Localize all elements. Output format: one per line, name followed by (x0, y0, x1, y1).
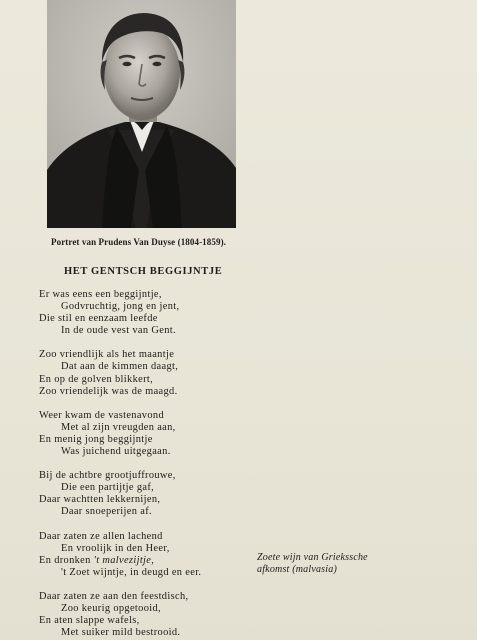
poem-line-text: En dronken (39, 554, 94, 566)
poem-line: Zoo vriendlijk als het maantje (39, 349, 175, 361)
poem-line: Daar zaten ze allen lachend (39, 530, 163, 542)
poem-line: En vroolijk in den Heer, (61, 542, 170, 554)
poem-line: Er was eens een beggijntje, (39, 289, 162, 300)
portrait-caption: Portret van Prudens Van Duyse (1804-1859). (51, 237, 227, 247)
poem-body (39, 289, 279, 640)
stanza (39, 289, 279, 337)
stanza (39, 470, 279, 518)
stanza (39, 531, 279, 579)
poem-line: Bij de achtbre grootjuffrouwe, (39, 470, 176, 482)
poem-line: Daar zaten ze aan den feestdisch, (39, 590, 189, 602)
margin-note-line: afkomst (malvasia) (257, 564, 337, 576)
poem-line: Godvruchtig, jong en jent, (61, 301, 180, 313)
poem-line: En menig jong beggijntje (39, 433, 153, 445)
poem-line: Die een partijtje gaf, (61, 482, 155, 494)
poem-line: Daar snoeperijen af. (61, 506, 152, 518)
poem-line: In de oude vest van Gent. (61, 325, 176, 337)
margin-note (257, 552, 368, 576)
poem-line: Met al zijn vreugden aan, (61, 421, 176, 433)
poem-line: Dat aan de kimmen daagt, (61, 361, 179, 373)
poem-line: En op de golven blikkert, (39, 373, 154, 385)
poem-line: Zoo keurig opgetooid, (61, 602, 161, 614)
margin-note-line: Zoete wijn van Griekssche (257, 552, 368, 563)
poem-title: HET GENTSCH BEGGIJNTJE (64, 266, 223, 277)
stanza (39, 591, 279, 639)
stanza (39, 410, 279, 458)
poem-line: Met suiker mild bestrooid. (61, 627, 181, 639)
stanza (39, 349, 279, 397)
poem-line: Was juichend uitgegaan. (61, 446, 171, 458)
italic-term: 't malvezijtje, (93, 554, 155, 566)
poem-line: En aten slappe wafels, (39, 615, 140, 627)
poem-line: Weer kwam de vastenavond (39, 409, 164, 421)
poem-line: Daar wachtten lekkernijen, (39, 494, 161, 506)
poem-line: Die stil en eenzaam leefde (39, 313, 158, 325)
portrait-photo (47, 0, 236, 228)
poem-line: 't Zoet wijntje, in deugd en eer. (61, 566, 202, 578)
poem-line: Zoo vriendelijk was de maagd. (39, 385, 178, 397)
poem-line (39, 555, 279, 567)
